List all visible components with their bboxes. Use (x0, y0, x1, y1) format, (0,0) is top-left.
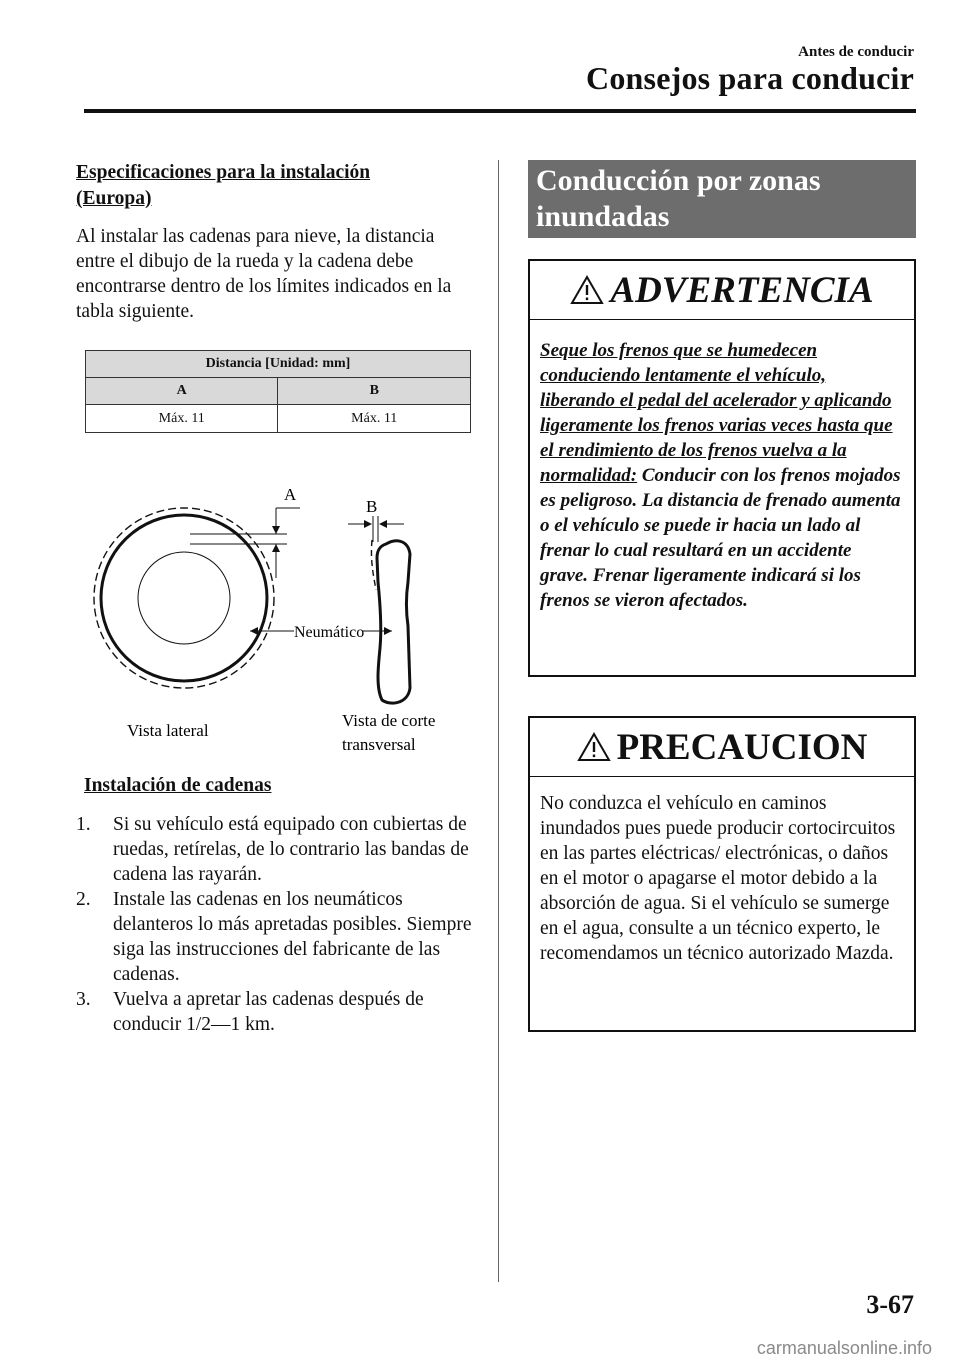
caution-triangle-icon (577, 732, 611, 762)
list-item: 2. Instale las cadenas en los neumáticos delanteros lo más apretadas posibles. Siempre siga las instrucciones del fabricante de las cadenas. (76, 889, 472, 985)
warning-header (530, 261, 914, 320)
install-steps (76, 812, 486, 1037)
table-column-a: A (86, 378, 278, 405)
label-cross-line1: Vista de corte (342, 711, 436, 730)
warning-text: Conducir con los frenos mojados es peligroso. La distancia de frenado aumenta o el vehículo se puede ir hacia un lado al frenar lo cual resultará en un accidente grave. Frenar ligeramente indicará si los frenos se vieron afectados. (540, 465, 901, 611)
header-section-name: Antes de conducir (798, 44, 914, 60)
dim-b-arrow-left (379, 520, 387, 528)
label-side-view: Vista lateral (127, 721, 209, 740)
section-title-line1: Conducción por zonas (536, 164, 821, 197)
label-tire: Neumático (294, 624, 365, 641)
header-rule (84, 109, 916, 113)
dim-a-arrow-down (272, 526, 280, 534)
table-cell-a: Máx. 11 (86, 405, 278, 433)
label-cross-line2: transversal (342, 735, 416, 754)
warning-underlined-text: Seque los frenos que se humedecen conduciendo lentamente el vehículo, liberando el pedal del acelerador y aplicando ligeramente los frenos varias veces hasta que el rendimiento de los frenos vuelva a la normalidad: (540, 340, 893, 486)
table-column-b: B (278, 378, 471, 405)
column-divider (498, 160, 499, 1282)
warning-body (530, 320, 914, 623)
wheel-inner-circle (138, 552, 230, 644)
cross-section-tire (377, 541, 410, 703)
page-number: 3-67 (866, 1290, 914, 1319)
tire-chain-diagram (90, 478, 470, 758)
tire-arrow-left (250, 627, 258, 635)
header-chapter-title: Consejos para conducir (586, 60, 914, 96)
spec-heading-line2: (Europa) (76, 188, 152, 209)
warning-box (528, 259, 916, 677)
caution-title: PRECAUCION (616, 726, 868, 768)
caution-box (528, 716, 916, 1032)
label-b: B (366, 497, 378, 516)
section-title-band (528, 160, 916, 238)
caution-header (530, 718, 914, 777)
spec-paragraph: Al instalar las cadenas para nieve, la distancia entre el dibujo de la rueda y la cadena debe encontrarse dentro de los límites indicados en la tabla siguiente. (76, 226, 452, 322)
caution-body: No conduzca el vehículo en caminos inundados pues puede producir cortocircuitos en las partes eléctricas/ electrónicas, o daños en el motor o apagarse el motor debido a la absorción de agua. Si el vehículo se sumerge en el agua, consulte a un técnico experto, le recomendamos un técnico autorizado Mazda. (540, 793, 896, 964)
list-item: 1. Si su vehículo está equipado con cubiertas de ruedas, retírelas, de lo contrario las bandas de cadena las rayarán. (76, 814, 469, 885)
spec-heading-line1: Especificaciones para la instalación (76, 162, 371, 183)
warning-title: ADVERTENCIA (610, 269, 874, 311)
warning-triangle-icon (570, 275, 604, 305)
watermark: carmanualsonline.info (756, 1338, 932, 1358)
tire-arrow-right (384, 627, 392, 635)
table-cell-b: Máx. 11 (278, 405, 471, 433)
list-item: 3. Vuelva a apretar las cadenas después de conducir 1/2—1 km. (76, 989, 424, 1035)
table-caption: Distancia [Unidad: mm] (86, 351, 471, 378)
distance-table (85, 350, 471, 433)
dim-a-arrow-up (272, 544, 280, 552)
label-a: A (284, 485, 297, 504)
tire-outer-circle (101, 515, 267, 681)
install-heading: Instalación de cadenas (84, 775, 272, 796)
chain-dashed-circle (94, 508, 274, 688)
dim-b-arrow-right (364, 520, 372, 528)
cross-section-chain (371, 540, 376, 590)
section-title-line2: inundadas (536, 200, 670, 233)
